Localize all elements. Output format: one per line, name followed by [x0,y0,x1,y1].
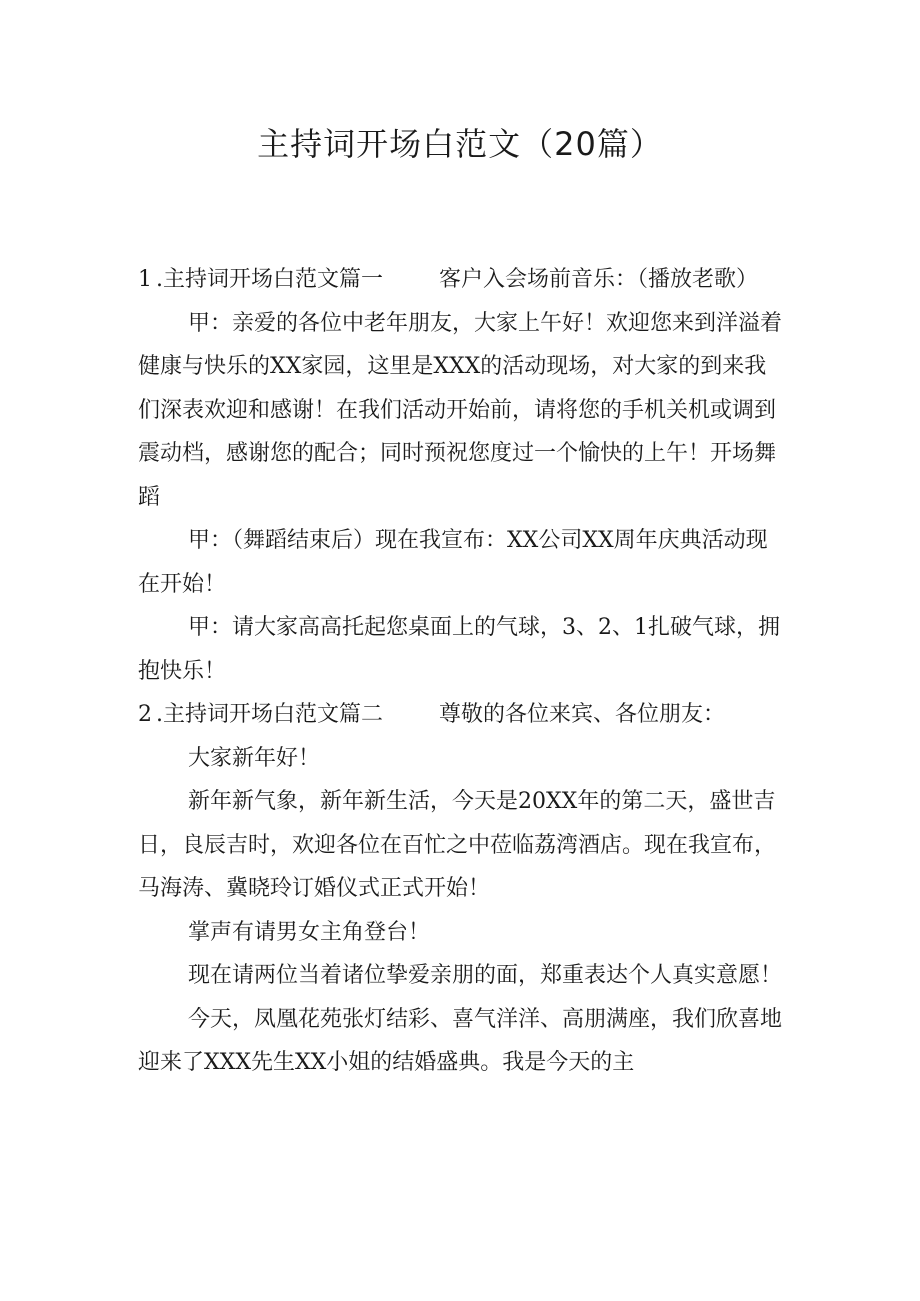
paragraph: 甲：请大家高高托起您桌面上的气球，3、2、1扎破气球，拥抱快乐！ [138,615,780,684]
section-title: .主持词开场白范文篇一 [156,267,383,292]
paragraph: 甲：亲爱的各位中老年朋友，大家上午好！欢迎您来到洋溢着健康与快乐的XX家园，这里是XXX的活动现场，对大家的到来我们深表欢迎和感谢！在我们活动开始前，请将您的手机关机或调到震动档，感谢您的配合；同时预祝您度过一个愉快的上午！开场舞蹈 [138,310,783,510]
section-lead: 客户入会场前音乐：（播放老歌） [439,267,759,292]
document-title: 主持词开场白范文（20篇） [257,125,663,163]
section-number: 1 [138,267,156,292]
paragraph: 大家新年好！ [188,745,321,771]
paragraph: 甲：（舞蹈结束后）现在我宣布：XX公司XX周年庆典活动现在开始！ [138,528,768,597]
document-body [138,258,788,1085]
paragraph: 今天，凤凰花苑张灯结彩、喜气洋洋、高朋满座，我们欣喜地迎来了XXX先生XX小姐的结婚盛典。我是今天的主 [138,1006,783,1075]
paragraph: 掌声有请男女主角登台！ [188,919,431,945]
section-lead: 尊敬的各位来宾、各位朋友： [439,702,726,727]
paragraph: 现在请两位当着诸位挚爱亲朋的面，郑重表达个人真实意愿！ [188,963,783,988]
section-title: .主持词开场白范文篇二 [156,702,383,727]
section-heading-2 [138,693,788,737]
section-number: 2 [138,702,156,727]
section-heading-1 [138,258,788,302]
paragraph: 新年新气象，新年新生活，今天是20XX年的第二天，盛世吉日，良辰吉时，欢迎各位在百忙之中莅临荔湾酒店。现在我宣布，马海涛、冀晓玲订婚仪式正式开始！ [138,789,777,901]
